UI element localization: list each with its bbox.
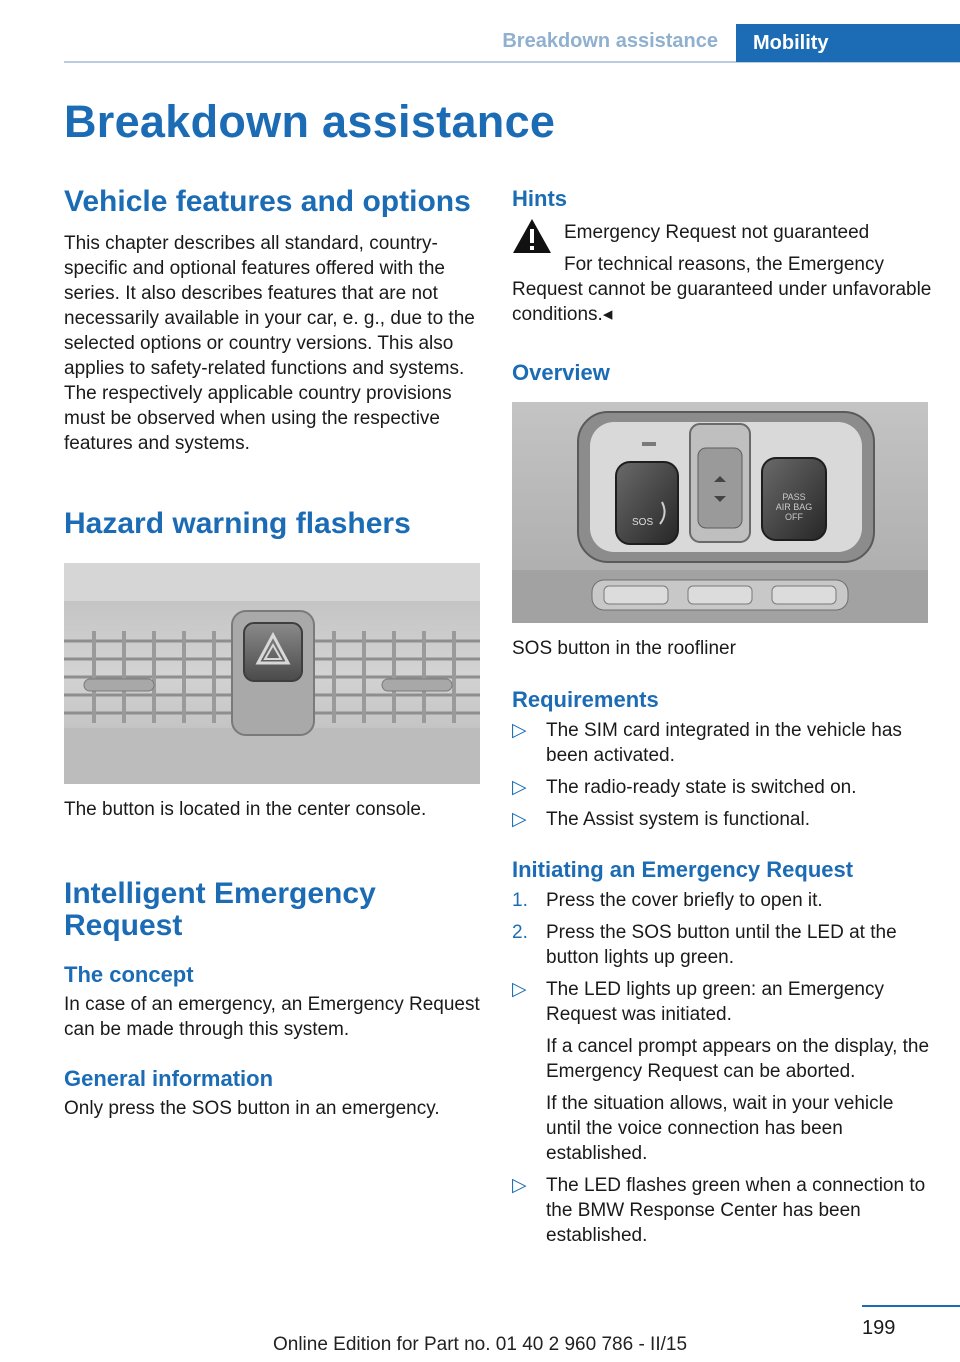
list-item: ▷ The SIM card integrated in the vehicle has been activated. (512, 720, 902, 766)
bullet-marker: ▷ (512, 979, 527, 1000)
list-item: ▷ The Assist system is functional. (512, 809, 810, 830)
general-info-heading: General information (64, 1066, 274, 1091)
warning-title: Emergency Request not guaranteed (564, 222, 870, 243)
sos-illustration (512, 402, 928, 623)
requirements-heading: Requirements (512, 687, 659, 712)
list-item: ▷ The LED flashes green when a connection to the BMW Response Center has been established. (512, 1175, 926, 1246)
hazard-heading: Hazard warning flashers (64, 507, 411, 540)
requirements-list (512, 718, 932, 832)
page-title: Breakdown assistance (64, 96, 556, 147)
footer-rule (862, 1305, 960, 1307)
step-number: 2. (512, 922, 528, 943)
warning-triangle-icon (512, 218, 552, 254)
vehicle-features-heading: Vehicle features and options (64, 185, 471, 218)
bullet-marker: ▷ (512, 1175, 527, 1196)
hints-heading: Hints (512, 186, 567, 211)
off-label: OFF (785, 512, 803, 522)
sos-figure (512, 402, 928, 623)
hazard-caption: The button is located in the center console. (64, 799, 427, 820)
right-column (512, 184, 932, 1248)
vehicle-features-text: This chapter describes all standard, country-specific and optional features offered with the series. It also describes features that are not necessarily available in your car, e. g., due to the selected options or country versions. This also applies to safety-related functions and systems. The respectively applicable country provisions must be observed when using the respective features and systems. (64, 233, 475, 454)
airbag-label: AIR BAG (775, 502, 813, 512)
warning-block (512, 220, 932, 277)
overview-caption: SOS button in the roofliner (512, 638, 736, 659)
list-item: ▷ The radio-ready state is switched on. (512, 777, 857, 798)
hazard-illustration (64, 563, 480, 784)
sos-label: SOS (632, 517, 654, 528)
concept-text: In case of an emergency, an Emergency Request can be made through this system. (64, 994, 480, 1040)
header-chapter-tab: Mobility (736, 24, 960, 62)
steps-list (512, 888, 932, 970)
bullet-marker: ▷ (512, 809, 527, 830)
header-section-title: Breakdown assistance (502, 30, 718, 52)
bullet-marker: ▷ (512, 777, 527, 798)
concept-heading: The concept (64, 962, 194, 987)
step-number: 1. (512, 890, 528, 911)
initiating-heading: Initiating an Emergency Request (512, 857, 854, 882)
page-number: 199 (862, 1317, 896, 1339)
general-info-text: Only press the SOS button in an emergency. (64, 1098, 440, 1119)
list-item: 2. Press the SOS button until the LED at the button lights up green. (512, 922, 897, 968)
left-column (64, 184, 480, 1121)
warning-line-1: For technical reasons, the Emergency (564, 254, 884, 275)
list-item: 1. Press the cover briefly to open it. (512, 890, 823, 911)
list-item: ▷ The LED lights up green: an Emergency Request was initiated. If a cancel prompt appears on the display, the Emergency Request can be aborted. If the situation allows, wait in your vehicle until the voice connection has been established. (512, 979, 930, 1164)
bullet-marker: ▷ (512, 720, 527, 741)
hazard-button (244, 623, 302, 681)
results-list (512, 977, 932, 1248)
footer-edition: Online Edition for Part no. 01 40 2 960 786 - II/15 (272, 1334, 688, 1355)
warning-text: Request cannot be guaranteed under unfavorable conditions.◂ (512, 279, 932, 325)
hazard-figure (64, 563, 480, 784)
overview-heading: Overview (512, 360, 610, 385)
pass-label: PASS (782, 492, 806, 502)
sos-button (616, 462, 678, 544)
ier-heading: Intelligent Emergency Request (64, 877, 376, 942)
